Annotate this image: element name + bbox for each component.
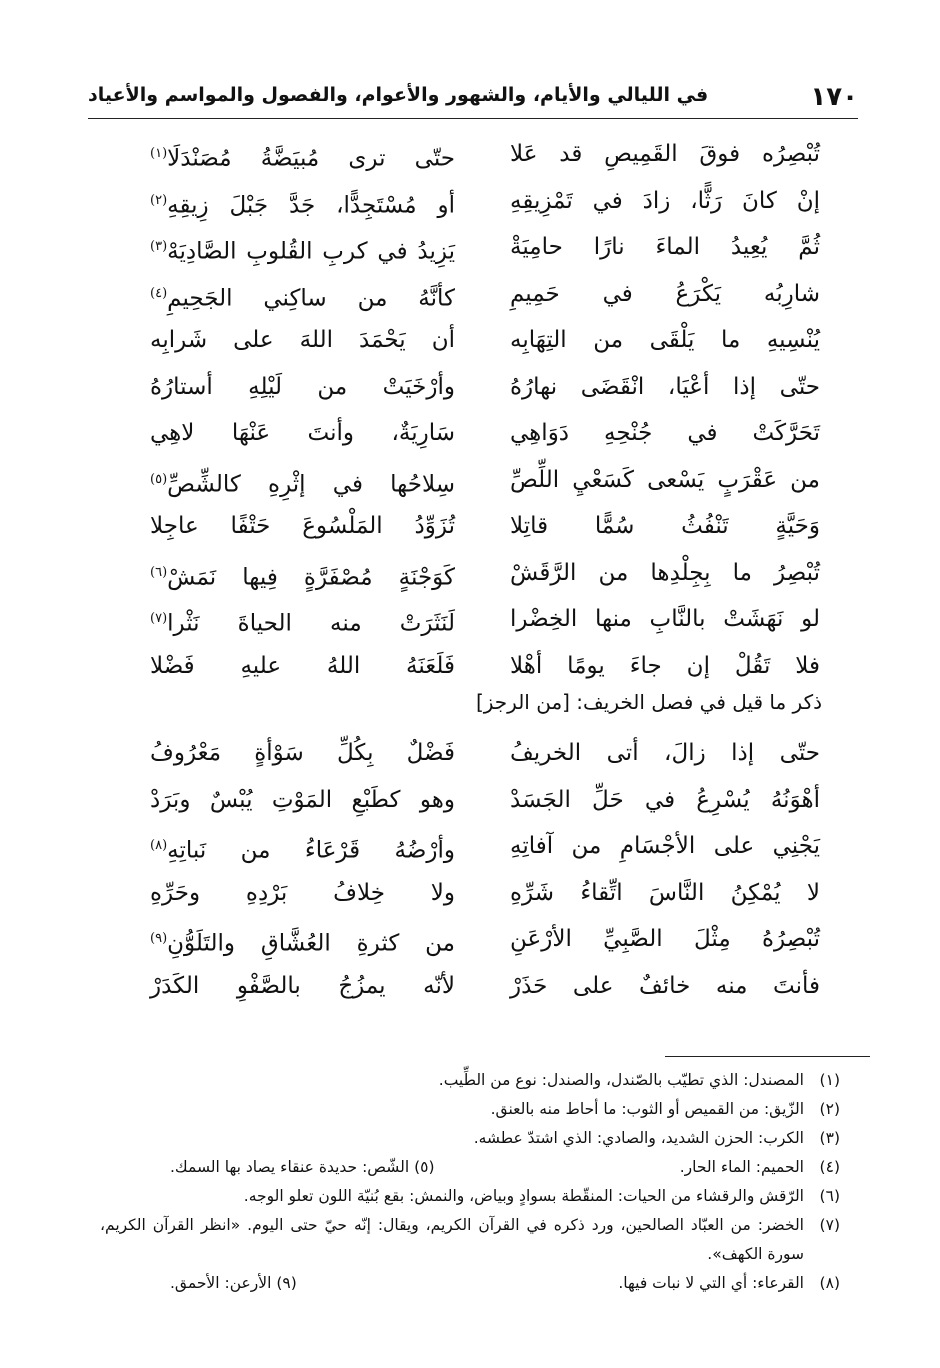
verse-first-hemistich: فأنتَ منه خائفٌ على حَذَرْ [510, 972, 820, 999]
footnote-marker: (٣) [150, 239, 168, 254]
verse-second-hemistich [150, 227, 455, 272]
verse-second-hemistich [150, 646, 455, 686]
footnote [100, 1153, 840, 1182]
footnote-number: (٣) [819, 1129, 840, 1147]
verse-first-hemistich: يَجْنِي على الأجْسَامِ من آفاتِهِ [510, 833, 820, 859]
verse-second-text: كأنَّهُ من ساكِني الجَحِيمِ [167, 285, 455, 312]
verse-line [150, 367, 820, 414]
verse-first-hemistich: تُبْصِرُهُ مِثْلَ الصَّبِيِّ الأرْعَنِ [510, 926, 820, 952]
footnote [100, 1124, 840, 1153]
verse-second-text: ولا خِلافُ بَرْدِهِ وحَرِّهِ [150, 879, 455, 906]
verse-second-hemistich [150, 919, 455, 964]
verse-first-hemistich: ثُمَّ يُعِيدُ الماءَ نارًا حامِيَةْ [510, 234, 820, 260]
verse-first-hemistich: أهْوَنُهُ يُسْرِعُ في حَلِّ الجَسَدْ [510, 786, 820, 813]
verse-line [150, 274, 820, 321]
verse-line [150, 599, 820, 646]
verse-second-text: من كثرةِ العُشَّاقِ والتَلَوُّنِ [167, 930, 455, 957]
verse-second-text: سَارِيَةٌ، وأنتَ عَنْهَا لاهِي [150, 420, 455, 446]
verse-line [150, 134, 820, 181]
footnote-secondary [170, 1153, 435, 1182]
verse-second-hemistich [150, 181, 455, 226]
footnote [100, 1095, 840, 1124]
verse-second-text: حتّى ترى مُبيَضَّةُ مُصَنْدَلَا [167, 145, 455, 172]
verse-second-hemistich [150, 599, 455, 644]
verse-line [150, 181, 820, 228]
footnote-marker: (١) [150, 146, 168, 161]
footnote [100, 1066, 840, 1095]
verse-line [150, 826, 820, 873]
verse-first-hemistich: لو نَهَشَتْ بالنَّابِ منها الخِضْرا [510, 606, 820, 632]
verse-second-hemistich [150, 134, 455, 179]
footnote-marker: (٨) [150, 838, 168, 853]
footnote-marker: (٤) [150, 285, 168, 301]
footnote-number: (٨) [819, 1274, 840, 1292]
verse-first-hemistich: إنْ كانَ رَثًّا، زادَ في تَمْزِيقِهِ [510, 187, 820, 214]
verse-first-hemistich: فلا تَقُلْ إن جاءَ يومًا أهْلا [510, 652, 820, 679]
footnote-divider [665, 1056, 870, 1057]
footnote-text: المصندل: الذي تطيّب بالصّندل، والصندل: نوع من الطِّيب. [438, 1071, 804, 1089]
verse-second-hemistich [150, 460, 455, 505]
footnote-marker: (٢) [150, 192, 168, 208]
verse-second-text: أو مُسْتَجِدًّا، جَدَّ جَبْلَ زِيقِهِ [167, 192, 455, 219]
verse-first-hemistich: تُبْصِرُه فوقَ القَمِيصِ قد عَلا [510, 141, 820, 167]
verse-first-hemistich: يُنْسِيهِ ما يَلْقَى من التِهَابِه [510, 327, 820, 353]
verse-second-hemistich [150, 274, 455, 319]
footnote-marker: (٩) [150, 931, 168, 946]
verse-second-hemistich [150, 966, 455, 1006]
verse-second-hemistich [150, 780, 455, 820]
verse-first-hemistich: تُبْصِرُ ما بِجِلْدِها من الرَّقَشْ [510, 559, 820, 586]
footnote-marker: (٦) [150, 564, 168, 580]
verse-second-hemistich [150, 553, 455, 598]
verse-first-hemistich: لا يُمْكِنُ النَّاسَ اتِّقاءُ شَرِّهِ [510, 879, 820, 906]
footnote-secondary [170, 1269, 297, 1298]
footnote [100, 1269, 840, 1298]
verse-line [150, 460, 820, 507]
footnote-text: الكرب: الحزن الشديد، والصادي: الذي اشتدّ عطشه. [473, 1129, 804, 1147]
verse-line [150, 506, 820, 553]
footnote-marker: (٥) [150, 471, 168, 487]
footnote-text: الأرعن: الأحمق. [170, 1274, 272, 1292]
page-header [88, 78, 858, 119]
verse-second-hemistich [150, 320, 455, 360]
footnote-text: الزّيق: من القميص أو الثوب: ما أحاط منه بالعنق. [490, 1100, 804, 1118]
verse-line [150, 733, 820, 780]
verse-second-hemistich [150, 413, 455, 453]
verse-first-hemistich: حتّى إذا أعْيَا، انْقَضَى نهارُهُ [510, 373, 820, 400]
verse-second-hemistich [150, 506, 455, 546]
verse-second-hemistich [150, 826, 455, 871]
verse-first-hemistich: شارِبُه يَكْرَعُ في حَمِيمِ [510, 280, 820, 307]
verse-first-hemistich: وَحَيَّةٍ تَنْفُثُ سُمًّا قاتِلا [510, 513, 820, 539]
footnote-number: (٩) [276, 1274, 297, 1292]
verse-second-hemistich [150, 733, 455, 773]
verse-line [150, 227, 820, 274]
verse-second-text: وهو كطَبْعِ المَوْتِ يُبْسٌ وبَرَدْ [150, 786, 455, 813]
footnote-text: القرعاء: أي التي لا نبات فيها. [618, 1274, 804, 1292]
footnote-number: (٤) [819, 1158, 840, 1176]
footnotes [100, 1066, 840, 1298]
verse-second-text: وأرْخَيَتْ من لَيْلِهِ أستارُهُ [150, 373, 455, 400]
verse-second-hemistich [150, 873, 455, 913]
poem-verses-autumn [150, 733, 820, 1012]
poem-verses-summer [150, 134, 820, 692]
footnote [100, 1182, 840, 1211]
verse-line [150, 780, 820, 827]
footnote-number: (٢) [819, 1100, 840, 1118]
page-number: ١٧٠ [810, 82, 858, 112]
verse-second-text: لأنّه يمزُجُ بالصَّفْوِ الكَدَرْ [150, 972, 455, 999]
verse-second-text: فَلَعَنَهُ اللهُ عليهِ فَضْلا [150, 652, 455, 679]
footnote-number: (٦) [819, 1187, 840, 1205]
verse-second-text: يَزِيدُ في كربِ القُلوبِ الصَّادِيَهْ [167, 238, 455, 265]
verse-line [150, 413, 820, 460]
footnote-text: الرّقش والرقشاء من الحيات: المنقّطة بسوادٍ وبياض، والنمش: بقع بُنيّة اللون تعلو الوجه. [243, 1187, 804, 1205]
verse-line [150, 919, 820, 966]
running-title: في الليالي والأيام، والشهور والأعوام، والفصول والمواسم والأعياد [88, 84, 709, 106]
verse-line [150, 553, 820, 600]
footnote-number: (١) [819, 1071, 840, 1089]
verse-second-hemistich [150, 367, 455, 407]
verse-second-text: وأرْضُهُ قَرْعَاءُ من نَباتِهِ [167, 837, 455, 864]
footnote-marker: (٧) [150, 611, 168, 626]
verse-line [150, 320, 820, 367]
verse-first-hemistich: من عَقْرَبٍ يَسْعى كَسَعْيِ اللِّصِّ [510, 466, 820, 493]
verse-first-hemistich: حتّى إذا زالَ، أتى الخريفُ [510, 740, 820, 766]
verse-first-hemistich: تَحَرَّكَتْ في جُنْحِهِ دَوَاهِي [510, 420, 820, 446]
footnote [100, 1211, 840, 1269]
verse-second-text: لَنَثَرَتْ منه الحياةَ نَثْرا [167, 610, 455, 637]
verse-line [150, 646, 820, 693]
footnote-text: الشّص: حديدة عنقاء يصاد بها السمك. [170, 1158, 410, 1176]
section-heading: ذكر ما قيل في فصل الخريف: [من الرجز] [475, 690, 822, 714]
verse-second-text: كَوَجْنَةٍ مُصْفَرَّةٍ فِيها نَمَشْ [167, 564, 455, 591]
verse-second-text: تُزَوِّدُ المَلْسُوعَ حَتْفًا عاجِلا [150, 513, 455, 539]
footnote-text: الحميم: الماء الحار. [679, 1158, 804, 1176]
footnote-text: الخضر: من العبّاد الصالحين، ورد ذكره في القرآن الكريم، ويقال: إنّه حيّ حتى اليوم. «انظر القرآن الكريم، سورة الكهف». [100, 1216, 804, 1263]
footnote-number: (٥) [414, 1158, 435, 1176]
verse-second-text: سِلاحُها في إثْرِهِ كالشِّصِّ [167, 471, 455, 498]
verse-line [150, 966, 820, 1013]
verse-second-text: فَضْلٌ بِكُلِّ سَوْأةٍ مَعْرُوفُ [150, 740, 455, 766]
verse-line [150, 873, 820, 920]
verse-second-text: أن يَحْمَدَ اللهَ على شَرابِه [150, 327, 455, 353]
footnote-number: (٧) [819, 1216, 840, 1234]
